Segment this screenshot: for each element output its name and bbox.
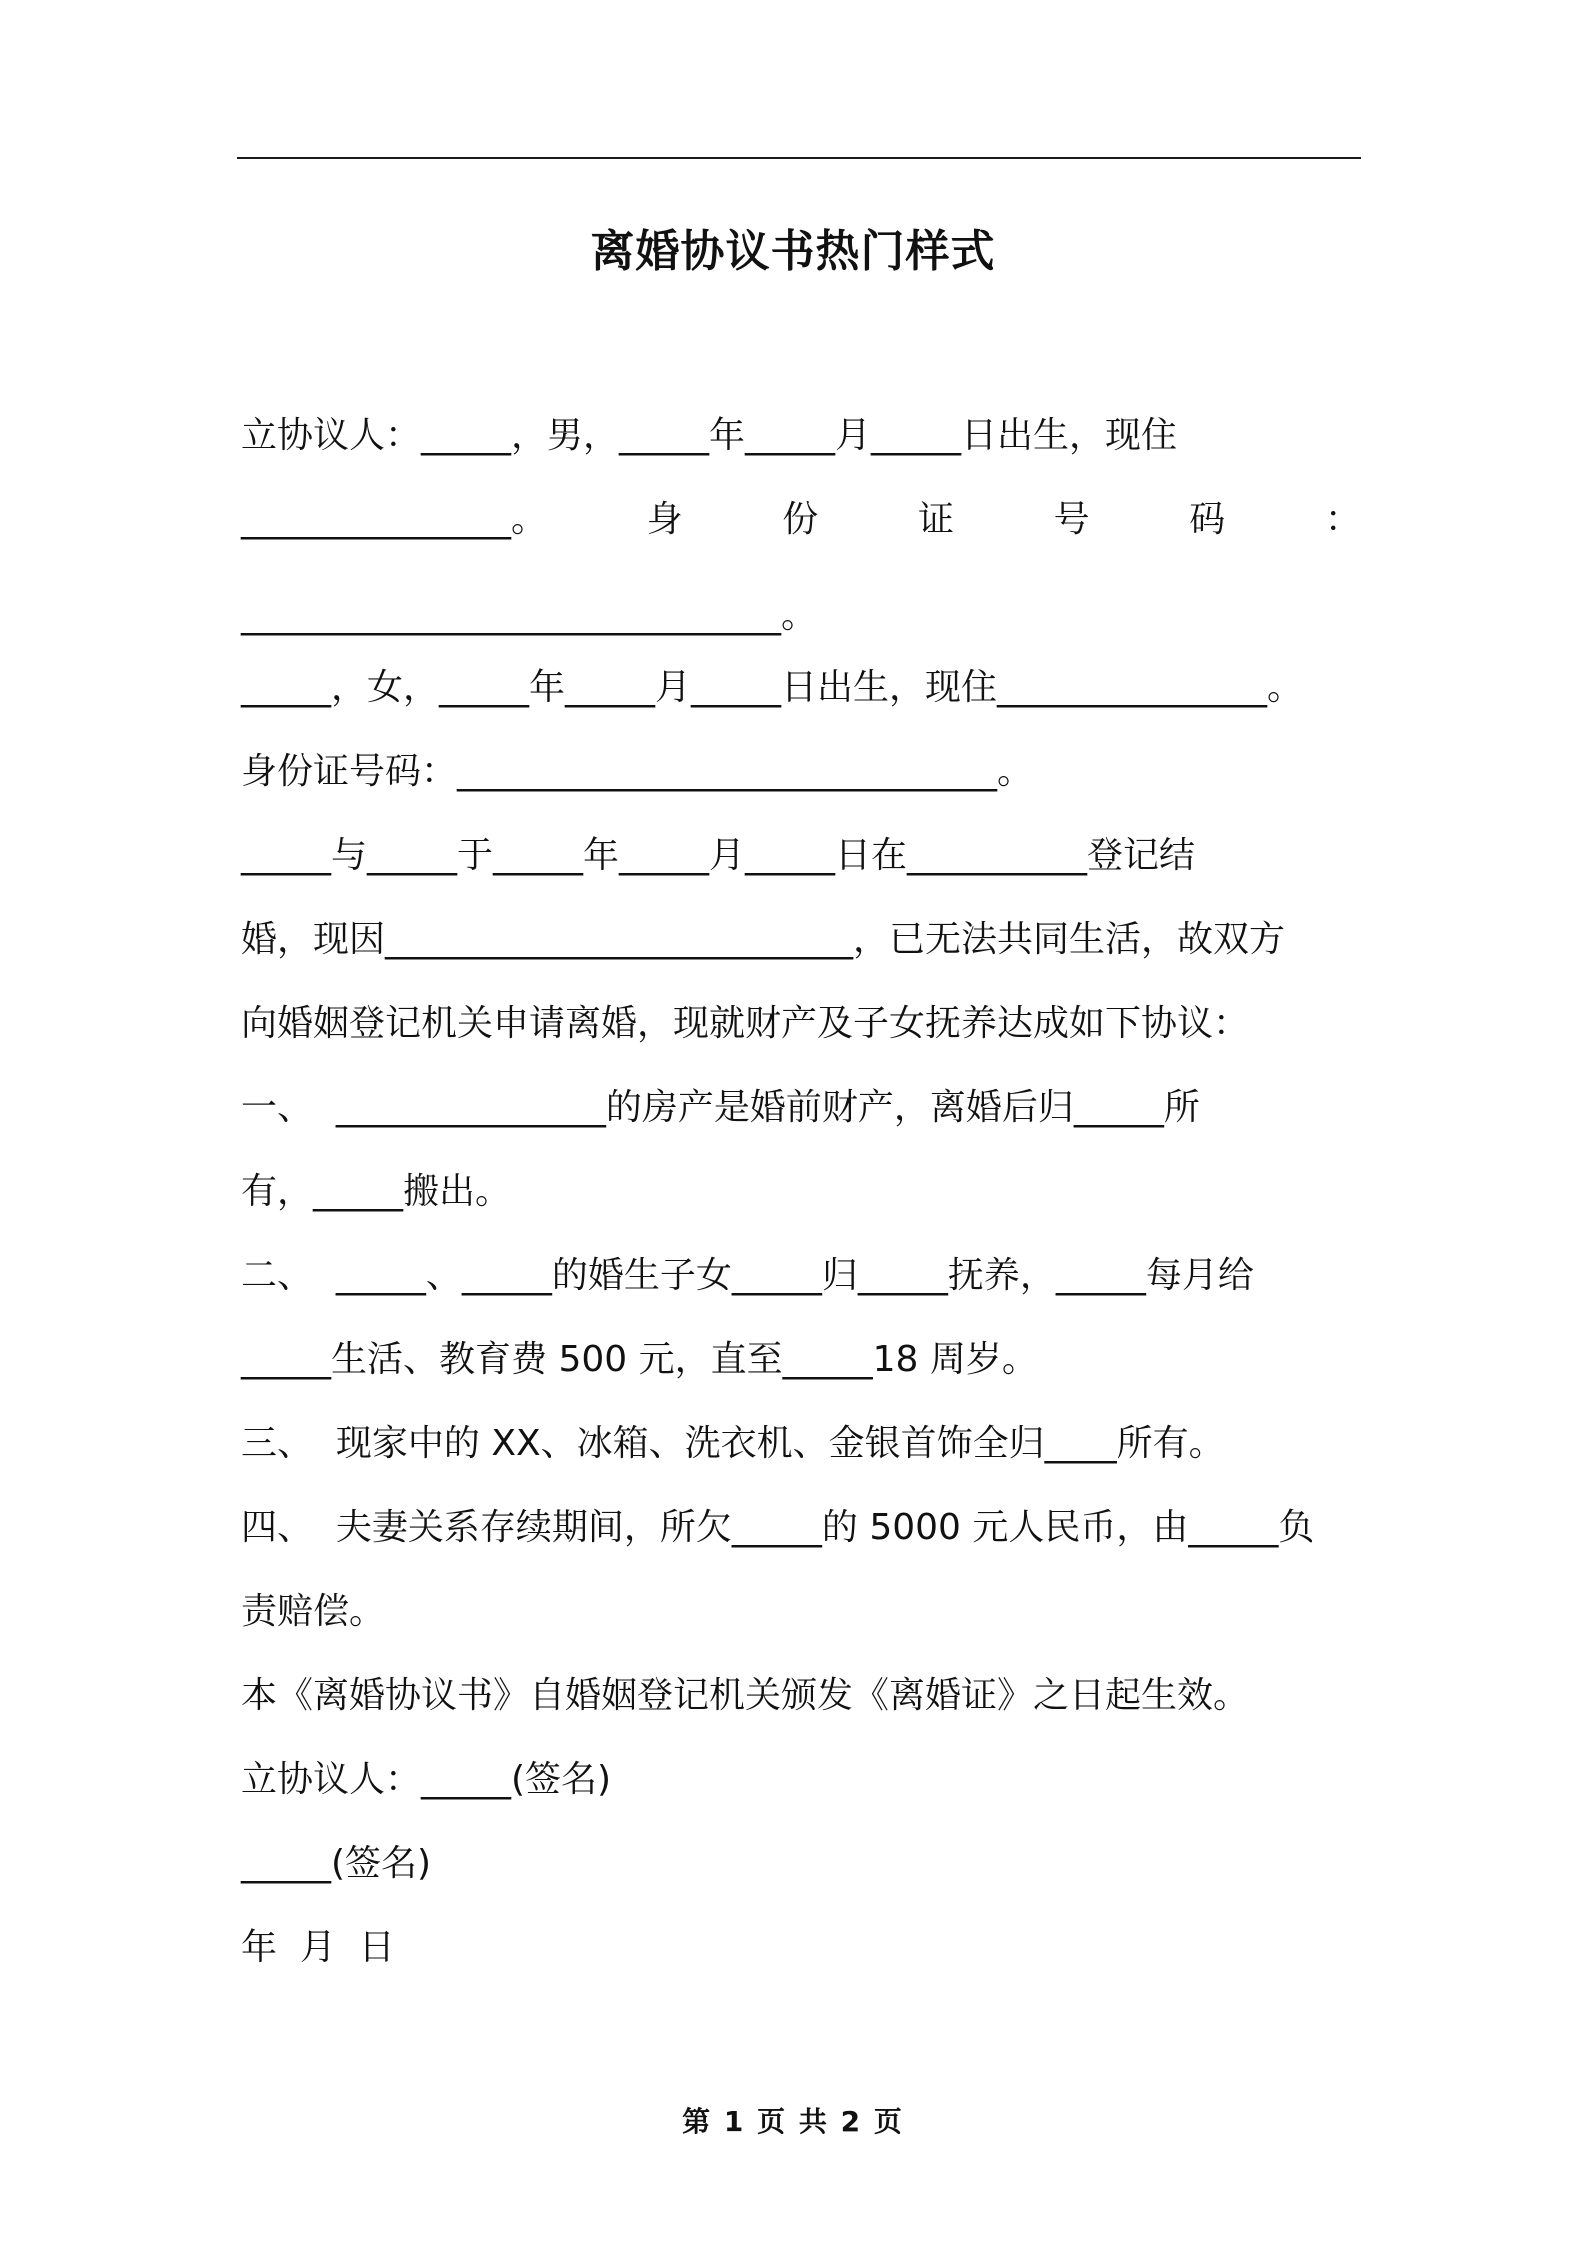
line-2-char: ： — [1324, 499, 1361, 540]
line-2-blank: _______________。 — [241, 499, 547, 540]
paragraph-line-8: 向婚姻登记机关申请离婚，现就财产及子女抚养达成如下协议： — [241, 1003, 1250, 1044]
line-2-char: 证 — [917, 499, 954, 540]
document-title: 离婚协议书热门样式 — [590, 226, 996, 277]
page-number: 第 1 页 共 2 页 — [682, 2105, 904, 2138]
paragraph-line-3: ______________________________。 — [241, 595, 817, 636]
line-2-char: 身 — [646, 499, 683, 540]
paragraph-line-4: _____，女，_____年_____月_____日出生，现住_______________。 — [241, 667, 1304, 708]
header-rule — [237, 157, 1361, 159]
paragraph-line-10: 有，_____搬出。 — [241, 1171, 512, 1212]
paragraph-line-5: 身份证号码：______________________________。 — [241, 751, 1034, 792]
line-2-char: 份 — [782, 499, 819, 540]
paragraph-line-7: 婚，现因__________________________，已无法共同生活，故双方 — [241, 919, 1286, 960]
paragraph-line-19: 年 月 日 — [241, 1927, 395, 1968]
paragraph-line-14: 四、 夫妻关系存续期间，所欠_____的 5000 元人民币，由_____负 — [241, 1507, 1315, 1548]
paragraph-line-18: _____(签名) — [241, 1843, 432, 1884]
paragraph-line-6: _____与_____于_____年_____月_____日在__________登记结 — [241, 835, 1196, 876]
paragraph-line-17: 立协议人：_____(签名) — [241, 1759, 612, 1800]
paragraph-line-13: 三、 现家中的 XX、冰箱、洗衣机、金银首饰全归____所有。 — [241, 1423, 1225, 1464]
paragraph-line-2 — [241, 498, 1361, 542]
paragraph-line-16: 本《离婚协议书》自婚姻登记机关颁发《离婚证》之日起生效。 — [241, 1675, 1250, 1716]
paragraph-line-12: _____生活、教育费 500 元，直至_____18 周岁。 — [241, 1339, 1038, 1380]
paragraph-line-1: 立协议人：_____，男，_____年_____月_____日出生，现住 — [241, 415, 1178, 456]
line-2-char: 号 — [1053, 499, 1090, 540]
paragraph-line-11: 二、 _____、_____的婚生子女_____归_____抚养，_____每月给 — [241, 1255, 1254, 1296]
line-2-char: 码 — [1189, 499, 1226, 540]
paragraph-line-9: 一、 _______________的房产是婚前财产，离婚后归_____所 — [241, 1087, 1200, 1128]
paragraph-line-15: 责赔偿。 — [241, 1591, 386, 1632]
